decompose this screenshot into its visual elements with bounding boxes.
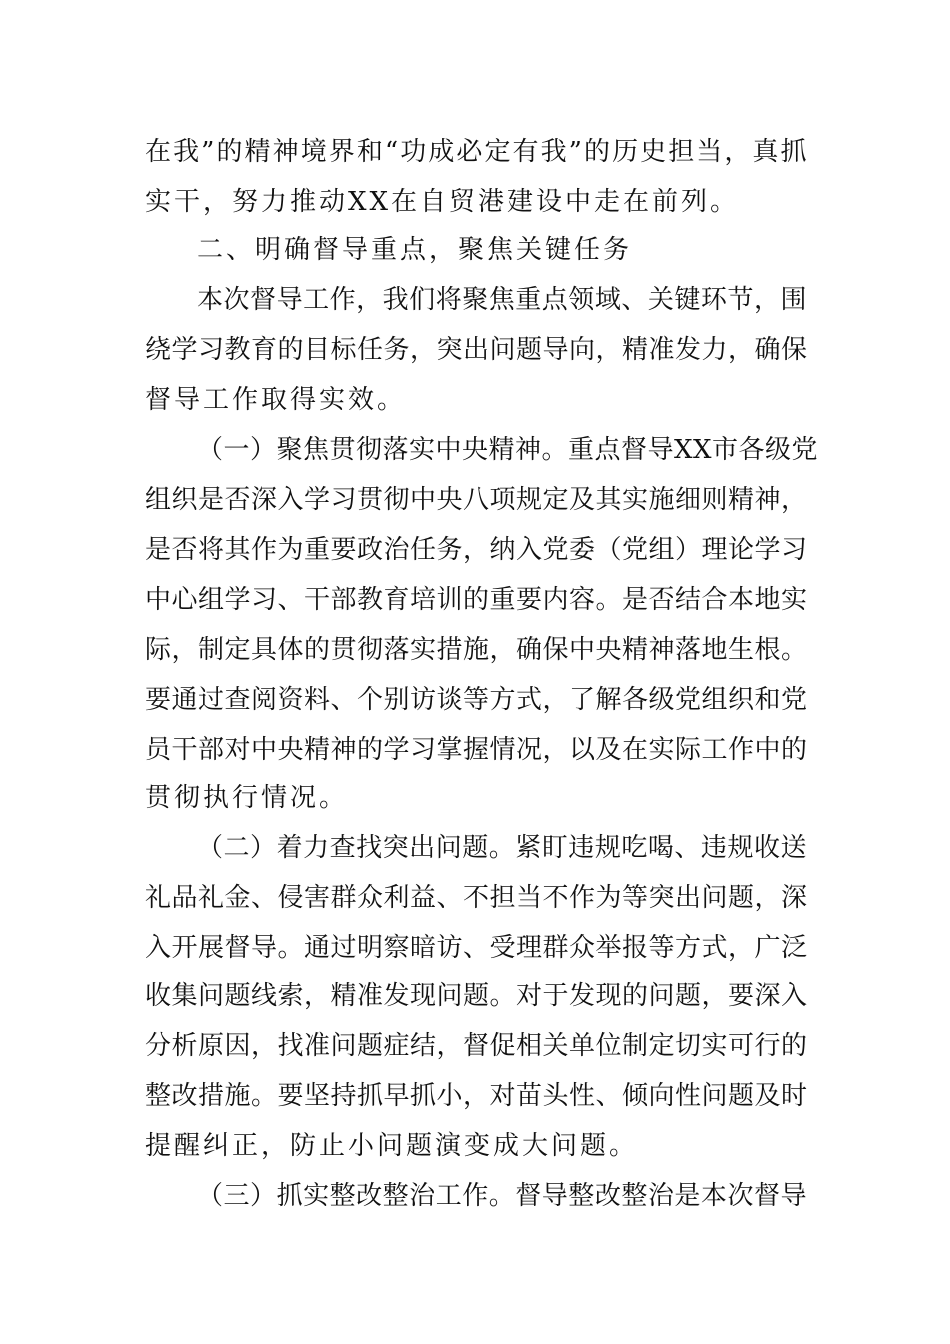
text-line-11: 际，制定具体的贯彻落实措施，确保中央精神落地生根。 (145, 635, 808, 665)
text-line-21: 提醒纠正，防止小问题演变成大问题。 (145, 1131, 639, 1161)
text-line-13: 员干部对中央精神的学习掌握情况，以及在实际工作中的 (145, 735, 808, 765)
text-line-20: 整改措施。要坚持抓早抓小，对苗头性、倾向性问题及时 (145, 1081, 808, 1111)
text-line-14: 贯彻执行情况。 (145, 783, 349, 813)
text-line-12: 要通过查阅资料、个别访谈等方式，了解各级党组织和党 (145, 685, 808, 715)
subsection-3-line-1: （三）抓实整改整治工作。督导整改整治是本次督导 (197, 1181, 807, 1211)
text-line-18: 收集问题线索，精准发现问题。对于发现的问题，要深入 (145, 981, 808, 1011)
subsection-2-line-1: （二）着力查找突出问题。紧盯违规吃喝、违规收送 (197, 833, 807, 863)
text-line-10: 中心组学习、干部教育培训的重要内容。是否结合本地实 (145, 585, 808, 615)
subsection-1-line-1: （一）聚焦贯彻落实中央精神。重点督导XX市各级党 (197, 435, 819, 465)
text-line-4: 本次督导工作，我们将聚焦重点领域、关键环节，围 (197, 285, 807, 315)
text-line-19: 分析原因，找准问题症结，督促相关单位制定切实可行的 (145, 1031, 808, 1061)
section-heading-2: 二、明确督导重点，聚焦关键任务 (197, 235, 633, 265)
text-line-16: 礼品礼金、侵害群众利益、不担当不作为等突出问题，深 (145, 883, 808, 913)
text-line-2: 实干，努力推动XX在自贸港建设中走在前列。 (145, 187, 740, 217)
text-line-6: 督导工作取得实效。 (145, 385, 407, 415)
text-line-17: 入开展督导。通过明察暗访、受理群众举报等方式，广泛 (145, 933, 808, 963)
text-line-8: 组织是否深入学习贯彻中央八项规定及其实施细则精神， (145, 485, 808, 515)
text-line-5: 绕学习教育的目标任务，突出问题导向，精准发力，确保 (145, 335, 808, 365)
text-line-1: 在我”的精神境界和“功成必定有我”的历史担当，真抓 (145, 137, 807, 167)
text-line-9: 是否将其作为重要政治任务，纳入党委（党组）理论学习 (145, 535, 808, 565)
